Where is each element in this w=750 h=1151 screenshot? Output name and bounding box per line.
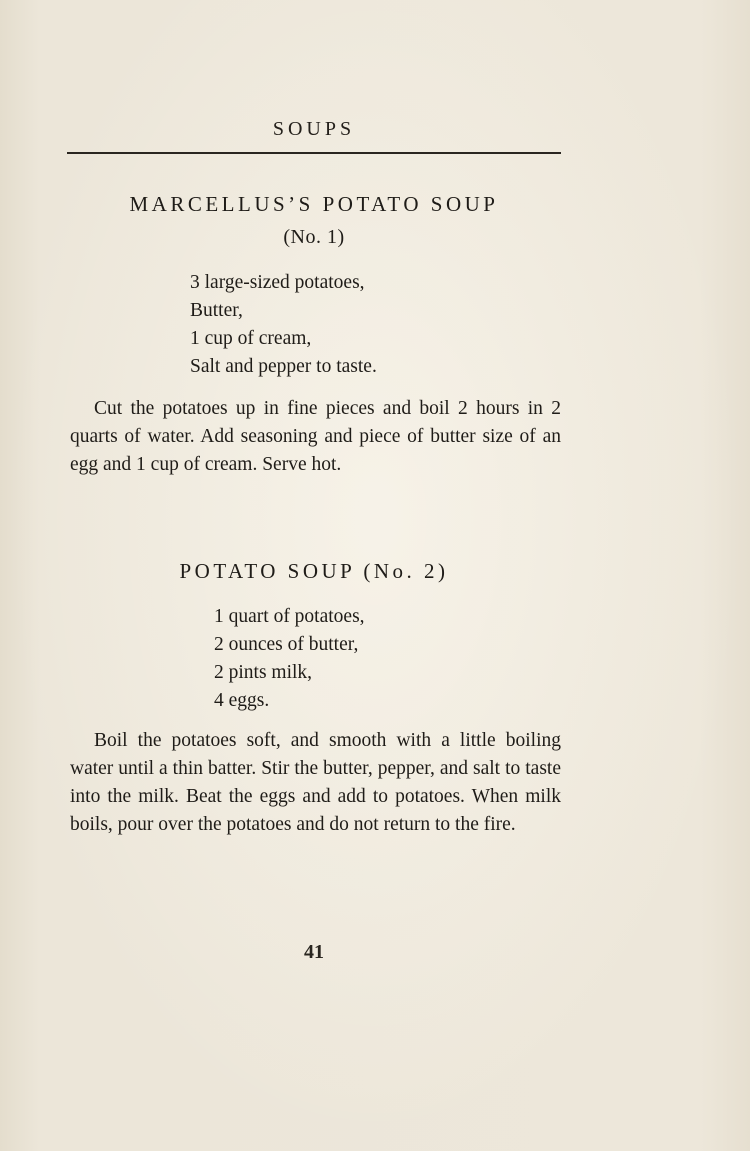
ingredient-item: 2 pints milk, <box>214 662 313 683</box>
ingredient-item: 3 large-sized potatoes, <box>190 272 365 293</box>
ingredient-item: Butter, <box>190 300 243 321</box>
page-number: 41 <box>304 941 324 963</box>
ingredient-item: 1 quart of potatoes, <box>214 606 365 627</box>
recipe-directions-2: Boil the potatoes soft, and smooth with a little boiling water until a thin batter. Stir the butter, pepper, and salt to taste into the milk. Beat the eggs and add to potatoes. When milk boils, pour over the potatoes and do not return to the fire. <box>70 730 561 835</box>
ingredient-item: 2 ounces of butter, <box>214 634 359 655</box>
ingredient-item: 4 eggs. <box>214 690 270 711</box>
ingredient-list-2 <box>214 603 365 715</box>
recipe-title-2: POTATO SOUP (No. 2) <box>179 559 449 583</box>
recipe-subtitle-1: (No. 1) <box>283 226 345 248</box>
ingredient-item: 1 cup of cream, <box>190 328 312 349</box>
ingredient-item: Salt and pepper to taste. <box>190 356 377 377</box>
header-rule <box>67 152 561 154</box>
recipe-title-1: MARCELLUS’S POTATO SOUP <box>129 192 499 216</box>
running-head: SOUPS <box>272 118 356 140</box>
recipe-directions-1: Cut the potatoes up in fine pieces and boil 2 hours in 2 quarts of water. Add seasoning and piece of butter size of an egg and 1 cup of cream. Serve hot. <box>70 398 561 475</box>
ingredient-list-1 <box>190 269 377 381</box>
